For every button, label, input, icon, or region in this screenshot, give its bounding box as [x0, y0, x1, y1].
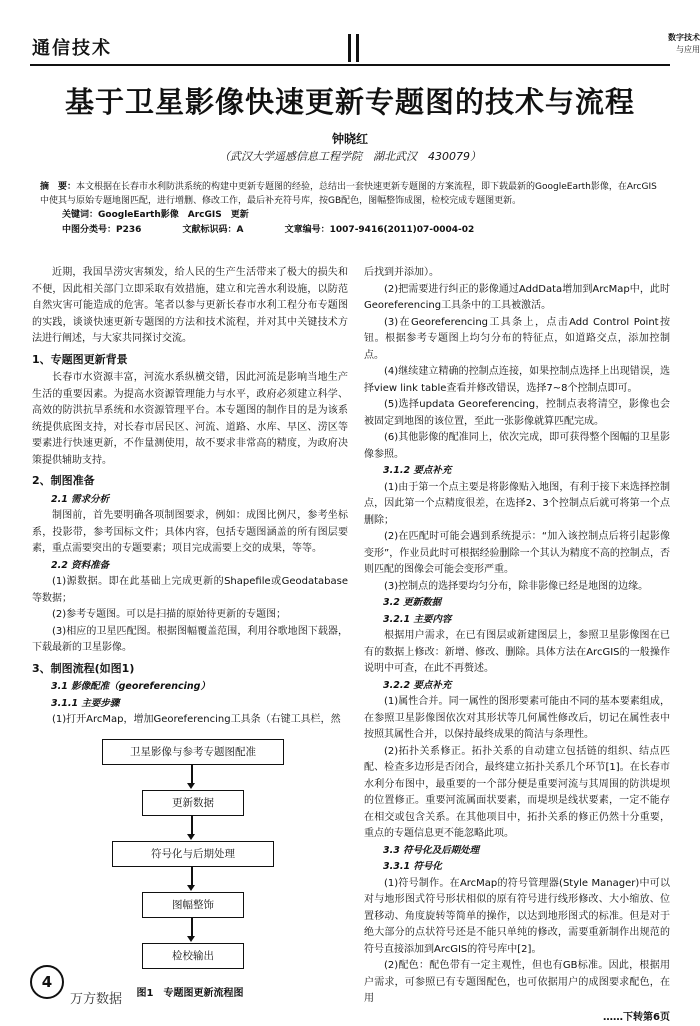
- intro-paragraph: 近期，我国旱涝灾害频发，给人民的生产生活带来了极大的损失和不便，因此相关部门立即采取有效措施，建立和完善水利设施，以防范自然灾害可能造成的危害。笔者以参与更新长春市水利工程分布专题图的实践，谈谈快速更新专题图的方法和技术流程，并对其中关键技术方法进行阐述，与大家共同探讨交流。: [32, 265, 348, 348]
- abstract: [40, 180, 665, 208]
- paragraph: (2)在匹配时可能会遇到系统提示：“加入该控制点后将引起影像变形”，作业员此时可根据经验删除一个其认为精度不高的控制点，否则匹配的图像会可能会变形严重。: [364, 529, 670, 579]
- subsection-heading: 2.2 资料准备: [51, 558, 348, 575]
- left-column: [32, 265, 348, 1002]
- affiliation: （武汉大学遥感信息工程学院 湖北武汉 430079）: [0, 148, 700, 164]
- paragraph: (2)把需要进行纠正的影像通过AddData增加到ArcMap中，此时Georeferencing工具条中的工具被激活。: [364, 282, 670, 315]
- paragraph: (6)其他影像的配准同上，依次完成，即可获得整个图幅的卫星影像参照。: [364, 430, 670, 463]
- flow-connector: [191, 867, 193, 887]
- flow-connector: [191, 765, 193, 785]
- header-rule: [30, 64, 670, 66]
- right-column: [364, 265, 670, 1026]
- arrow-down-icon: [187, 885, 195, 891]
- header-divider: [348, 34, 351, 62]
- flow-step-update: 更新数据: [142, 790, 244, 816]
- paragraph: (1)由于第一个点主要是将影像贴入地图，有利于接下来选择控制点，因此第一个点精度很差，在选择2、3个控制点后就可将第一个点删除；: [364, 480, 670, 530]
- flow-step-output: 检校输出: [142, 943, 244, 969]
- list-item: (2)参考专题图。可以是扫描的原始待更新的专题图；: [32, 607, 348, 624]
- subsection-heading: 2.1 需求分析: [51, 492, 348, 509]
- paragraph: (3)控制点的选择要均匀分布，除非影像已经是地图的边缘。: [364, 579, 670, 596]
- subsection-heading: 3.3.1 符号化: [383, 859, 670, 876]
- continued-note: ……下转第6页: [364, 1010, 670, 1026]
- section-heading: 3、制图流程(如图1): [32, 661, 348, 678]
- keywords: 关键词：GoogleEarth影像 ArcGIS 更新: [62, 207, 249, 220]
- subsection-heading: 3.1 影像配准（georeferencing）: [51, 679, 348, 696]
- section-heading: 1、专题图更新背景: [32, 352, 348, 369]
- flow-step-register: 卫星影像与参考专题图配准: [102, 739, 284, 765]
- paragraph: (1)符号制作。在ArcMap的符号管理器(Style Manager)中可以对与地形图式符号形状相似的原有符号进行线形修改、大小缩放、位置移动、角度旋转等简单的操作，以达到地形图式的标准。但是对于绝大部分的点状符号还是不能只单纯的修改，需要重新制作出规范的符号直接添加到ArcGIS的符号库中[2]。: [364, 876, 670, 959]
- doc-code: 文献标识码：A: [183, 222, 244, 235]
- subsection-heading: 3.2.2 要点补充: [383, 678, 670, 695]
- paragraph: 后找到并添加）。: [364, 265, 670, 282]
- section-heading: 2、制图准备: [32, 473, 348, 490]
- clc-number: 中图分类号：P236: [62, 222, 141, 235]
- page-number: 4: [30, 965, 64, 999]
- paragraph: 根据用户需求，在已有图层或新建图层上，参照卫星影像图在已有的数据上修改：新增、修改、删除。具体方法在ArcGIS的一般操作说明中可查，在此不再赘述。: [364, 628, 670, 678]
- subsection-heading: 3.3 符号化及后期处理: [383, 843, 670, 860]
- paragraph: (5)选择updata Georeferencing，控制点表将清空，影像也会被固定到地图的该位置，至此一张影像就算匹配完成。: [364, 397, 670, 430]
- section-title: 通信技术: [32, 34, 112, 60]
- abstract-text: 本文根据在长春市水利防洪系统的构建中更新专题图的经验，总结出一套快速更新专题图的方案流程，即下载最新的GoogleEarth影像，在ArcGIS中使其与原始专题地图匹配，进行增删、修改工作，最后补充符号库，按GB配色，图幅整饰成图，检校完成专题图更新。: [40, 182, 657, 206]
- article-meta: [62, 222, 662, 235]
- abstract-label: 摘 要：: [40, 182, 76, 192]
- paragraph: (1)打开ArcMap，增加Georeferencing工具条（右键工具栏，然: [32, 712, 348, 729]
- flow-connector: [191, 918, 193, 938]
- paragraph: 长春市水资源丰富，河流水系纵横交错，因此河流是影响当地生产生活的重要因素。为提高水资源管理能力与水平，政府必须建立科学、高效的防洪抗旱系统和水资源管理平台。本专题图的制作目的是为该系统提供底图支持，对长春市居民区、河流、道路、水库、早区、涝区等要素进行快速更新，不作量测使用，故不要求非常高的精度，为政府决策提供辅助支持。: [32, 370, 348, 469]
- subsection-heading: 3.1.1 主要步骤: [51, 696, 348, 713]
- journal-header: [30, 30, 670, 66]
- figure-caption: 图1 专题图更新流程图: [32, 986, 348, 1003]
- article-number: 文章编号：1007-9416(2011)07-0004-02: [285, 222, 475, 235]
- arrow-down-icon: [187, 936, 195, 942]
- arrow-down-icon: [187, 783, 195, 789]
- arrow-down-icon: [187, 834, 195, 840]
- list-item: (3)相应的卫星匹配图。根据图幅覆盖范围，利用谷歌地图下载器，下载最新的卫星影像。: [32, 624, 348, 657]
- subsection-heading: 3.1.2 要点补充: [383, 463, 670, 480]
- flow-step-finishing: 图幅整饰: [142, 892, 244, 918]
- subsection-heading: 3.2 更新数据: [383, 595, 670, 612]
- flowchart: [32, 733, 348, 988]
- paragraph: 制图前，首先要明确各项制图要求，例如：成图比例尺，参考坐标系，投影带，参考国标文件；具体内容，包括专题图涵盖的所有图层要素，重点需要突出的专题要素；项目完成需要上交的成果，等等。: [32, 508, 348, 558]
- watermark: 万方数据: [70, 988, 122, 1007]
- subsection-heading: 3.2.1 主要内容: [383, 612, 670, 629]
- journal-logo: 数字技术 与应用: [630, 32, 700, 62]
- author: 钟晓红: [0, 130, 700, 147]
- paragraph: (4)继续建立精确的控制点连接，如果控制点选择上出现错误，选择view link table查看并修改错误，选择7~8个控制点即可。: [364, 364, 670, 397]
- paragraph: (1)属性合并。同一属性的图形要素可能由不同的基本要素组成，在参照卫星影像图依次对其形状等几何属性修改后，切记在属性表中按照其属性合并，以保持最终成果的简洁与条理性。: [364, 694, 670, 744]
- article-title: 基于卫星影像快速更新专题图的技术与流程: [0, 80, 700, 121]
- paragraph: (2)拓扑关系修正。拓扑关系的自动建立包括链的组织、结点匹配、检查多边形是否闭合，最终建立拓扑关系几个环节[1]。在长春市水利分布图中，最重要的一个部分便是重要河流与其周围的防洪堤坝的位置修正。重要河流属面状要素，而堤坝是线状要素，一定不能存在相交或包含关系。在其他项目中，拓扑关系的修正仍然十分重要，重点的专题信息更不能忽略此项。: [364, 744, 670, 843]
- flow-connector: [191, 816, 193, 836]
- header-divider: [356, 34, 359, 62]
- paragraph: (2)配色：配色带有一定主观性，但也有GB标准。因此，根据用户需求，可参照已有专题图配色，也可依据用户的成图要求配色，在用: [364, 958, 670, 1008]
- paragraph: (3)在Georeferencing工具条上，点击Add Control Point按钮。根据参考专题图上均匀分布的特征点，如道路交点，添加控制点。: [364, 315, 670, 365]
- list-item: (1)源数据。即在此基础上完成更新的Shapefile或Geodatabase等数据；: [32, 574, 348, 607]
- flow-step-symbolize: 符号化与后期处理: [112, 841, 274, 867]
